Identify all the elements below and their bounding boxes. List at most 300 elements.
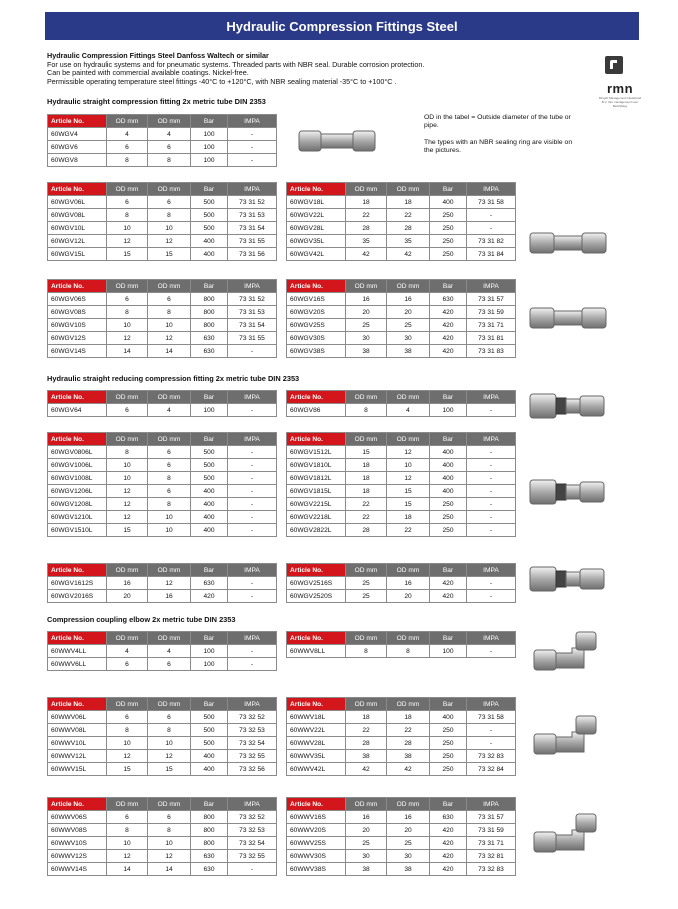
table-header-row: [287, 280, 516, 293]
table-cell: 38: [387, 863, 430, 876]
straight-fitting-image: [297, 119, 377, 163]
table-cell: 6: [148, 196, 191, 209]
table-cell: 73 32 56: [228, 763, 277, 776]
table-row: [48, 446, 277, 459]
table-cell: 10: [107, 319, 148, 332]
table-cell: 4: [148, 404, 191, 417]
table-cell: 60WGV06L: [48, 196, 107, 209]
column-header: OD mm: [107, 433, 148, 446]
column-header: Bar: [191, 632, 228, 645]
table-cell: 60WWV30S: [287, 850, 346, 863]
table-cell: 73 32 55: [228, 850, 277, 863]
table-cell: 100: [430, 404, 467, 417]
table-cell: 15: [107, 763, 148, 776]
product-table: [47, 563, 277, 603]
table-cell: 6: [148, 293, 191, 306]
table-cell: 8: [107, 824, 148, 837]
table-row: [48, 209, 277, 222]
table-cell: 22: [346, 511, 387, 524]
table-cell: -: [228, 154, 277, 167]
table-row: [48, 404, 277, 417]
table-cell: 60WGV28L: [287, 222, 346, 235]
table-cell: -: [228, 511, 277, 524]
column-header: Article No.: [48, 564, 107, 577]
table-cell: 250: [430, 724, 467, 737]
table-cell: 73 31 52: [228, 196, 277, 209]
table-row: [287, 222, 516, 235]
table-header-row: [287, 433, 516, 446]
table-cell: 4: [107, 128, 148, 141]
table-cell: 73 32 54: [228, 837, 277, 850]
table-cell: 12: [148, 235, 191, 248]
table-cell: 15: [107, 524, 148, 537]
table-row: [48, 837, 277, 850]
table-cell: 60WWV12S: [48, 850, 107, 863]
column-header: Article No.: [287, 798, 346, 811]
table-cell: -: [228, 645, 277, 658]
table-cell: 100: [191, 154, 228, 167]
table-cell: 18: [387, 511, 430, 524]
table-cell: 100: [191, 141, 228, 154]
column-header: OD mm: [107, 632, 148, 645]
table-cell: 60WGV1006L: [48, 459, 107, 472]
table-cell: 73 31 52: [228, 293, 277, 306]
column-header: Article No.: [287, 632, 346, 645]
table-row: [287, 524, 516, 537]
table-cell: -: [228, 459, 277, 472]
table-header-row: [287, 798, 516, 811]
table-cell: 250: [430, 209, 467, 222]
table-cell: 10: [148, 524, 191, 537]
table-cell: 18: [346, 459, 387, 472]
table-row: [48, 235, 277, 248]
section-heading: Hydraulic straight compression fitting 2x metric tube DIN 2353: [47, 97, 266, 106]
table-row: [48, 332, 277, 345]
table-cell: 18: [346, 485, 387, 498]
column-header: IMPA: [228, 280, 277, 293]
column-header: OD mm: [346, 798, 387, 811]
table-cell: 250: [430, 763, 467, 776]
table-cell: 8: [148, 472, 191, 485]
column-header: OD mm: [387, 798, 430, 811]
table-cell: 73 31 58: [467, 196, 516, 209]
table-cell: 73 32 54: [228, 737, 277, 750]
table-cell: 28: [346, 524, 387, 537]
table-cell: 6: [107, 293, 148, 306]
table-cell: 14: [148, 345, 191, 358]
table-cell: 60WGV1510L: [48, 524, 107, 537]
table-cell: 100: [430, 645, 467, 658]
straight-fitting-image: [528, 221, 608, 265]
table-row: [48, 196, 277, 209]
table-cell: 20: [107, 590, 148, 603]
table-cell: 250: [430, 750, 467, 763]
column-header: OD mm: [107, 798, 148, 811]
table-cell: 12: [107, 235, 148, 248]
table-cell: -: [228, 577, 277, 590]
table-cell: 420: [430, 306, 467, 319]
table-cell: 4: [148, 128, 191, 141]
column-header: Bar: [430, 183, 467, 196]
table-cell: -: [467, 590, 516, 603]
column-header: Article No.: [287, 280, 346, 293]
table-cell: 60WGV1008L: [48, 472, 107, 485]
column-header: OD mm: [148, 632, 191, 645]
table-cell: 25: [387, 319, 430, 332]
table-header-row: [48, 698, 277, 711]
table-cell: 500: [191, 446, 228, 459]
table-cell: 400: [191, 485, 228, 498]
table-cell: 500: [191, 724, 228, 737]
table-cell: 73 31 84: [467, 248, 516, 261]
table-cell: 73 31 71: [467, 837, 516, 850]
table-cell: 12: [148, 750, 191, 763]
table-header-row: [287, 698, 516, 711]
table-cell: 8: [148, 306, 191, 319]
table-cell: 60WGV2218L: [287, 511, 346, 524]
table-cell: 15: [346, 446, 387, 459]
table-cell: 12: [387, 446, 430, 459]
table-cell: 60WGV38S: [287, 345, 346, 358]
table-cell: 420: [191, 590, 228, 603]
table-row: [287, 498, 516, 511]
table-cell: 10: [148, 319, 191, 332]
column-header: OD mm: [107, 698, 148, 711]
column-header: IMPA: [228, 391, 277, 404]
table-cell: 73 31 57: [467, 811, 516, 824]
table-row: [48, 811, 277, 824]
table-cell: 4: [148, 645, 191, 658]
table-row: [48, 824, 277, 837]
table-cell: -: [228, 485, 277, 498]
table-cell: 8: [148, 209, 191, 222]
column-header: Article No.: [287, 183, 346, 196]
table-row: [48, 524, 277, 537]
product-table: [47, 390, 277, 417]
table-cell: 14: [148, 863, 191, 876]
column-header: Bar: [430, 564, 467, 577]
table-header-row: [48, 280, 277, 293]
table-cell: 100: [191, 645, 228, 658]
table-cell: 38: [346, 750, 387, 763]
column-header: OD mm: [346, 433, 387, 446]
table-cell: 60WGV1206L: [48, 485, 107, 498]
table-cell: 800: [191, 319, 228, 332]
company-logo: [596, 56, 644, 108]
table-cell: 18: [346, 196, 387, 209]
table-row: [287, 459, 516, 472]
table-cell: 60WGV1210L: [48, 511, 107, 524]
table-row: [287, 472, 516, 485]
table-cell: 73 31 59: [467, 824, 516, 837]
table-cell: 42: [346, 763, 387, 776]
table-cell: 4: [107, 645, 148, 658]
table-cell: 250: [430, 737, 467, 750]
table-cell: 15: [387, 498, 430, 511]
table-cell: 12: [148, 850, 191, 863]
table-row: [287, 811, 516, 824]
table-row: [287, 209, 516, 222]
table-cell: 73 31 53: [228, 209, 277, 222]
product-table: [286, 631, 516, 658]
table-cell: 250: [430, 498, 467, 511]
section-heading: Hydraulic straight reducing compression fitting 2x metric tube DIN 2353: [47, 374, 300, 383]
table-cell: 60WWV6LL: [48, 658, 107, 671]
product-table: [286, 563, 516, 603]
table-cell: 400: [191, 524, 228, 537]
table-cell: 38: [346, 345, 387, 358]
table-cell: 73 31 83: [467, 345, 516, 358]
column-header: Bar: [191, 183, 228, 196]
table-cell: 10: [107, 222, 148, 235]
table-cell: 500: [191, 222, 228, 235]
table-cell: 60WWV20S: [287, 824, 346, 837]
reducing-fitting-image: [528, 557, 608, 601]
column-header: Bar: [191, 280, 228, 293]
table-row: [48, 293, 277, 306]
column-header: OD mm: [346, 698, 387, 711]
table-row: [48, 141, 277, 154]
table-row: [48, 863, 277, 876]
column-header: OD mm: [148, 115, 191, 128]
table-cell: 60WGV2520S: [287, 590, 346, 603]
table-cell: 630: [191, 332, 228, 345]
table-cell: 20: [387, 590, 430, 603]
reducing-fitting-image: [528, 470, 608, 514]
table-row: [287, 511, 516, 524]
table-cell: 60WGV20S: [287, 306, 346, 319]
column-header: Article No.: [287, 391, 346, 404]
table-cell: 60WWV42L: [287, 763, 346, 776]
column-header: OD mm: [148, 698, 191, 711]
column-header: Bar: [191, 391, 228, 404]
table-cell: 60WGV08S: [48, 306, 107, 319]
table-cell: 73 31 59: [467, 306, 516, 319]
section-heading: Compression coupling elbow 2x metric tube DIN 2353: [47, 615, 236, 624]
column-header: Bar: [430, 698, 467, 711]
column-header: OD mm: [148, 280, 191, 293]
table-cell: 10: [148, 222, 191, 235]
table-cell: -: [228, 472, 277, 485]
table-cell: 42: [346, 248, 387, 261]
product-table: [286, 432, 516, 537]
table-cell: 400: [430, 446, 467, 459]
table-cell: 60WGV1208L: [48, 498, 107, 511]
column-header: OD mm: [346, 183, 387, 196]
table-cell: 73 31 55: [228, 332, 277, 345]
column-header: OD mm: [107, 564, 148, 577]
table-cell: 73 32 55: [228, 750, 277, 763]
table-cell: 60WWV25S: [287, 837, 346, 850]
table-cell: 60WGV1815L: [287, 485, 346, 498]
table-cell: 18: [387, 711, 430, 724]
column-header: OD mm: [107, 183, 148, 196]
table-cell: 60WGV25S: [287, 319, 346, 332]
table-cell: 60WGV1512L: [287, 446, 346, 459]
table-cell: 6: [107, 811, 148, 824]
table-cell: 630: [191, 863, 228, 876]
intro-line: Permissible operating temperature steel fittings -40°C to +120°C, with NBR sealing material -35°C to +100°C .: [47, 76, 397, 86]
column-header: OD mm: [387, 433, 430, 446]
column-header: Article No.: [48, 698, 107, 711]
table-cell: 6: [107, 404, 148, 417]
table-cell: -: [467, 724, 516, 737]
column-header: IMPA: [228, 433, 277, 446]
table-row: [287, 711, 516, 724]
table-row: [287, 345, 516, 358]
table-cell: 630: [430, 293, 467, 306]
column-header: IMPA: [467, 698, 516, 711]
table-cell: 60WWV12L: [48, 750, 107, 763]
product-table: [286, 279, 516, 358]
table-header-row: [287, 183, 516, 196]
column-header: IMPA: [228, 183, 277, 196]
table-cell: 60WGV2516S: [287, 577, 346, 590]
table-cell: 6: [107, 658, 148, 671]
column-header: Bar: [191, 115, 228, 128]
table-cell: 60WWV08S: [48, 824, 107, 837]
table-row: [48, 459, 277, 472]
column-header: IMPA: [467, 632, 516, 645]
column-header: IMPA: [467, 183, 516, 196]
table-cell: 60WWV06L: [48, 711, 107, 724]
table-cell: 250: [430, 222, 467, 235]
table-cell: 400: [191, 511, 228, 524]
table-cell: 73 32 52: [228, 811, 277, 824]
table-cell: 20: [346, 306, 387, 319]
table-cell: -: [467, 498, 516, 511]
table-cell: 73 31 54: [228, 319, 277, 332]
table-cell: 400: [430, 485, 467, 498]
table-row: [48, 577, 277, 590]
table-cell: 420: [430, 824, 467, 837]
column-header: OD mm: [148, 433, 191, 446]
table-row: [48, 763, 277, 776]
table-header-row: [48, 115, 277, 128]
table-cell: -: [467, 524, 516, 537]
table-cell: 73 31 54: [228, 222, 277, 235]
table-cell: -: [467, 511, 516, 524]
table-cell: 12: [107, 332, 148, 345]
table-cell: 60WGV06S: [48, 293, 107, 306]
page-title: Hydraulic Compression Fittings Steel: [45, 12, 639, 40]
column-header: OD mm: [346, 564, 387, 577]
table-cell: 60WGV10L: [48, 222, 107, 235]
table-cell: -: [467, 404, 516, 417]
table-header-row: [287, 391, 516, 404]
table-cell: 8: [387, 645, 430, 658]
table-cell: 73 32 53: [228, 724, 277, 737]
table-cell: 800: [191, 837, 228, 850]
table-cell: 12: [107, 485, 148, 498]
table-row: [48, 711, 277, 724]
table-cell: 22: [387, 724, 430, 737]
table-cell: 25: [387, 837, 430, 850]
table-cell: 8: [107, 724, 148, 737]
table-cell: 800: [191, 293, 228, 306]
table-header-row: [48, 433, 277, 446]
column-header: IMPA: [228, 632, 277, 645]
table-row: [287, 446, 516, 459]
table-cell: 60WGV1612S: [48, 577, 107, 590]
table-cell: 60WGV2822L: [287, 524, 346, 537]
column-header: OD mm: [387, 698, 430, 711]
column-header: Article No.: [48, 798, 107, 811]
table-cell: -: [228, 863, 277, 876]
table-cell: 6: [148, 141, 191, 154]
table-cell: 420: [430, 863, 467, 876]
table-cell: 73 31 55: [228, 235, 277, 248]
logo-name: rmn: [606, 81, 634, 96]
product-table: [286, 697, 516, 776]
column-header: OD mm: [387, 632, 430, 645]
table-cell: 6: [148, 446, 191, 459]
table-row: [48, 222, 277, 235]
table-cell: -: [228, 524, 277, 537]
column-header: Article No.: [48, 280, 107, 293]
table-row: [48, 154, 277, 167]
column-header: IMPA: [228, 115, 277, 128]
table-cell: 420: [430, 850, 467, 863]
table-cell: -: [467, 459, 516, 472]
table-row: [287, 645, 516, 658]
table-cell: 15: [387, 485, 430, 498]
table-cell: 16: [148, 590, 191, 603]
table-cell: 15: [148, 248, 191, 261]
column-header: IMPA: [228, 698, 277, 711]
product-table: [47, 114, 277, 167]
column-header: Bar: [430, 280, 467, 293]
table-row: [48, 319, 277, 332]
od-note: [424, 114, 574, 164]
table-row: [287, 590, 516, 603]
table-cell: 400: [191, 498, 228, 511]
table-cell: 60WGV4: [48, 128, 107, 141]
table-cell: 250: [430, 511, 467, 524]
table-cell: 250: [430, 235, 467, 248]
elbow-fitting-image: [532, 630, 608, 682]
table-cell: 22: [387, 209, 430, 222]
table-cell: 73 31 53: [228, 306, 277, 319]
table-cell: 8: [148, 498, 191, 511]
table-row: [48, 248, 277, 261]
table-cell: 60WWV06S: [48, 811, 107, 824]
table-cell: 60WGV42L: [287, 248, 346, 261]
table-cell: 60WGV10S: [48, 319, 107, 332]
product-table: [286, 797, 516, 876]
column-header: OD mm: [148, 564, 191, 577]
table-cell: 12: [148, 332, 191, 345]
table-cell: 400: [430, 459, 467, 472]
table-row: [48, 485, 277, 498]
table-cell: -: [467, 446, 516, 459]
table-cell: 30: [346, 332, 387, 345]
column-header: OD mm: [107, 391, 148, 404]
table-cell: 400: [430, 472, 467, 485]
column-header: OD mm: [346, 391, 387, 404]
table-cell: 73 32 84: [467, 763, 516, 776]
table-cell: 6: [148, 485, 191, 498]
table-cell: -: [228, 345, 277, 358]
table-cell: 800: [191, 824, 228, 837]
table-cell: 60WWV10L: [48, 737, 107, 750]
table-cell: 60WGV64: [48, 404, 107, 417]
column-header: Article No.: [48, 391, 107, 404]
table-cell: 73 31 82: [467, 235, 516, 248]
table-cell: 100: [191, 658, 228, 671]
product-table: [47, 279, 277, 358]
table-cell: 8: [107, 446, 148, 459]
